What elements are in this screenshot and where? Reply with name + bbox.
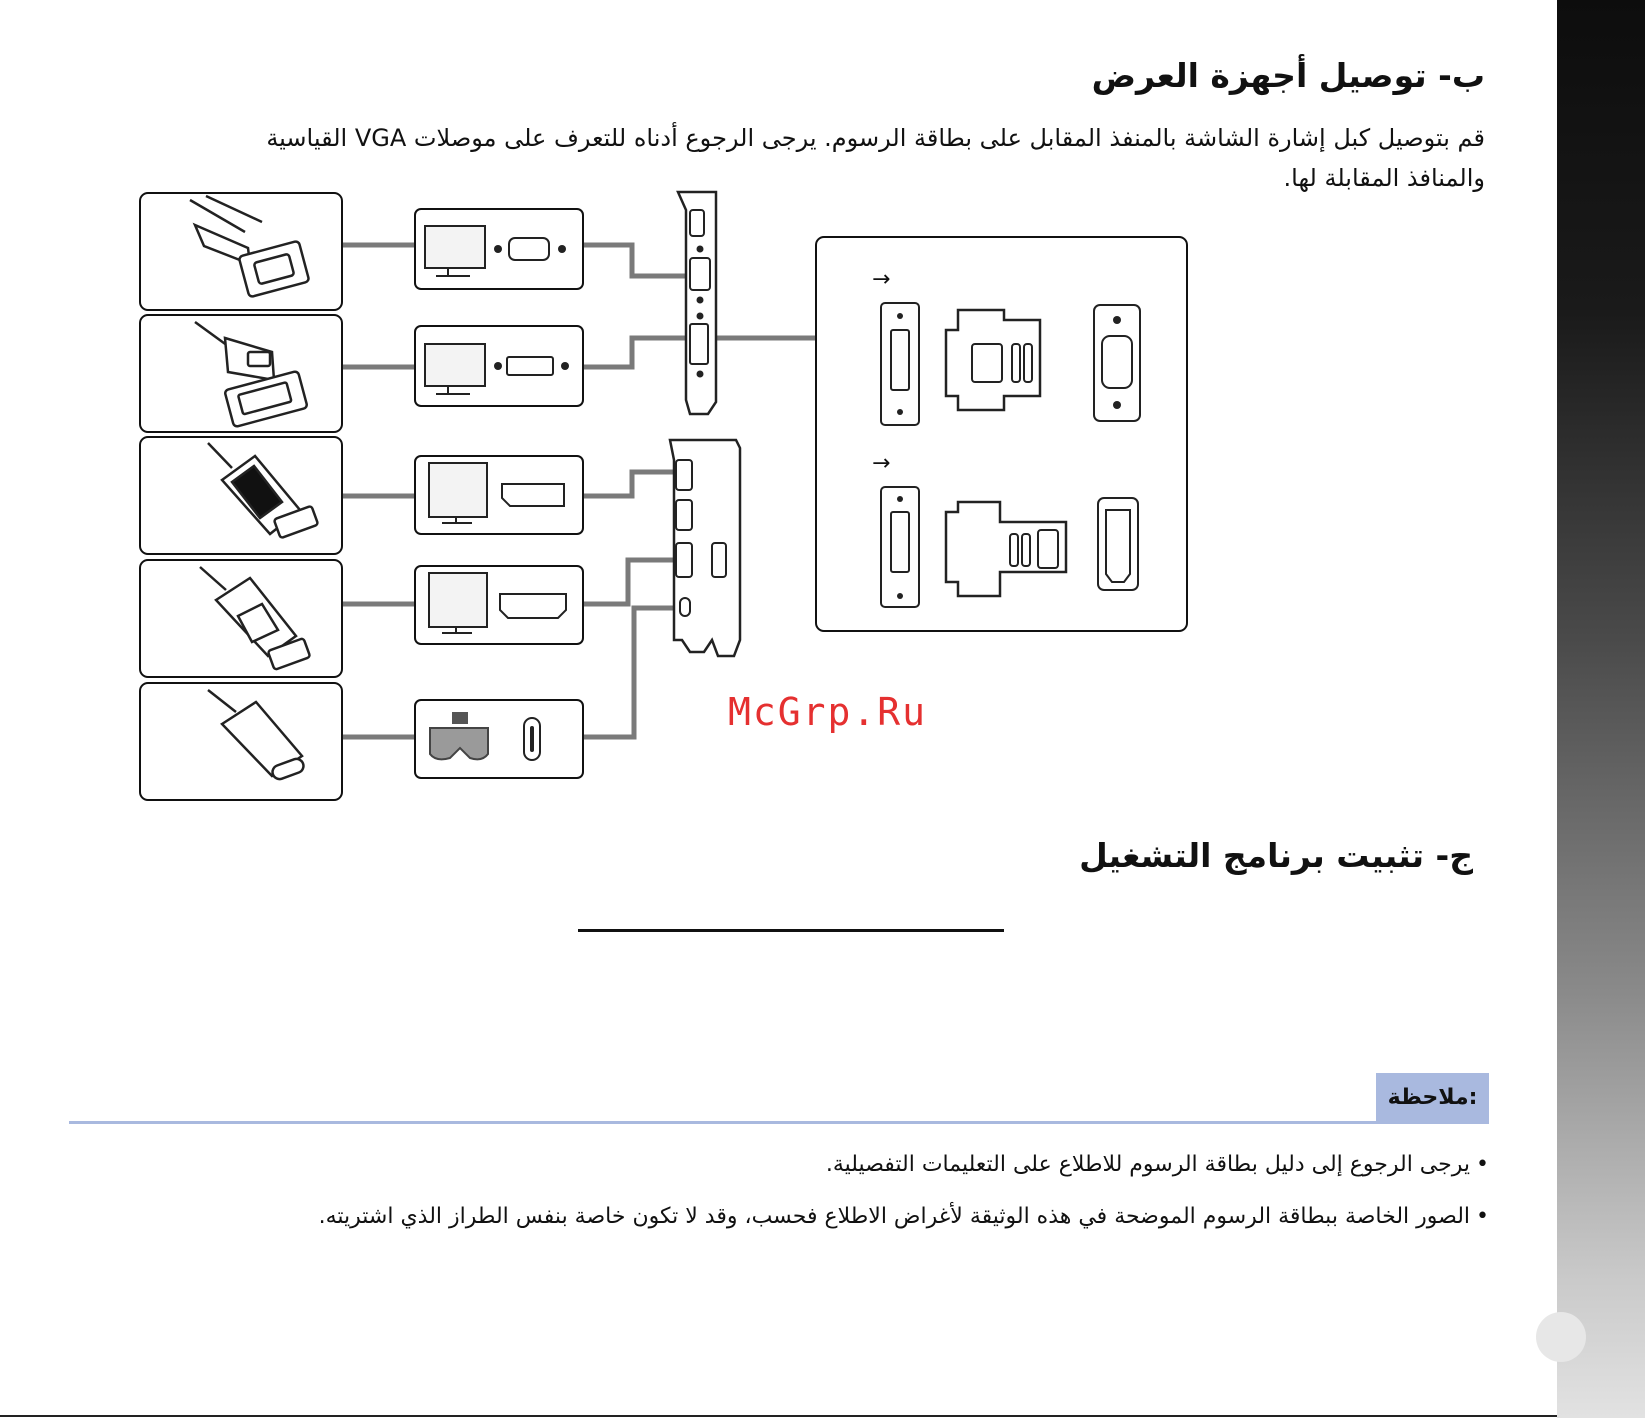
device-box-vr-headset — [415, 700, 583, 778]
bottom-rule — [0, 1415, 1557, 1417]
monitor-box-dvi — [415, 326, 583, 406]
section-c-heading: ج- تثبيت برنامج التشغيل — [1079, 836, 1473, 875]
cable-box-dvi — [140, 315, 342, 432]
watermark: McGrp.Ru — [728, 690, 928, 734]
monitor-box-vga — [415, 209, 583, 289]
cable-box-hdmi — [140, 560, 342, 677]
monitor-box-hdmi — [415, 566, 583, 644]
note-bullets — [69, 1145, 1489, 1249]
svg-text:→: → — [872, 267, 891, 292]
section-b-intro: قم بتوصيل كبل إشارة الشاشة بالمنفذ المقابل على بطاقة الرسوم. يرجى الرجوع أدناه للتعرف على موصلات VGA القياسية والمنافذ المقابلة لها. — [266, 124, 1485, 192]
adapter-panel — [816, 237, 1187, 631]
cable-box-displayport — [140, 437, 342, 554]
blank-line — [578, 929, 1004, 932]
monitor-box-displayport — [415, 456, 583, 534]
section-b-heading: ب- توصيل أجهزة العرض — [1091, 56, 1485, 95]
svg-text:→: → — [872, 451, 891, 476]
graphics-card-bracket-top — [678, 192, 716, 414]
note-label: :ملاحظة — [1376, 1073, 1489, 1122]
note-divider — [69, 1121, 1489, 1124]
graphics-card-bracket-bottom — [670, 440, 740, 656]
cable-box-usb-c — [140, 683, 342, 800]
note-bullet-2: • الصور الخاصة ببطاقة الرسوم الموضحة في هذه الوثيقة لأغراض الاطلاع فحسب، وقد لا تكون خاصة بنفس الطراز الذي اشتريته. — [69, 1197, 1489, 1249]
note-bullet-1: • يرجى الرجوع إلى دليل بطاقة الرسوم للاطلاع على التعليمات التفصيلية. — [69, 1145, 1489, 1197]
cable-box-vga — [140, 193, 342, 310]
